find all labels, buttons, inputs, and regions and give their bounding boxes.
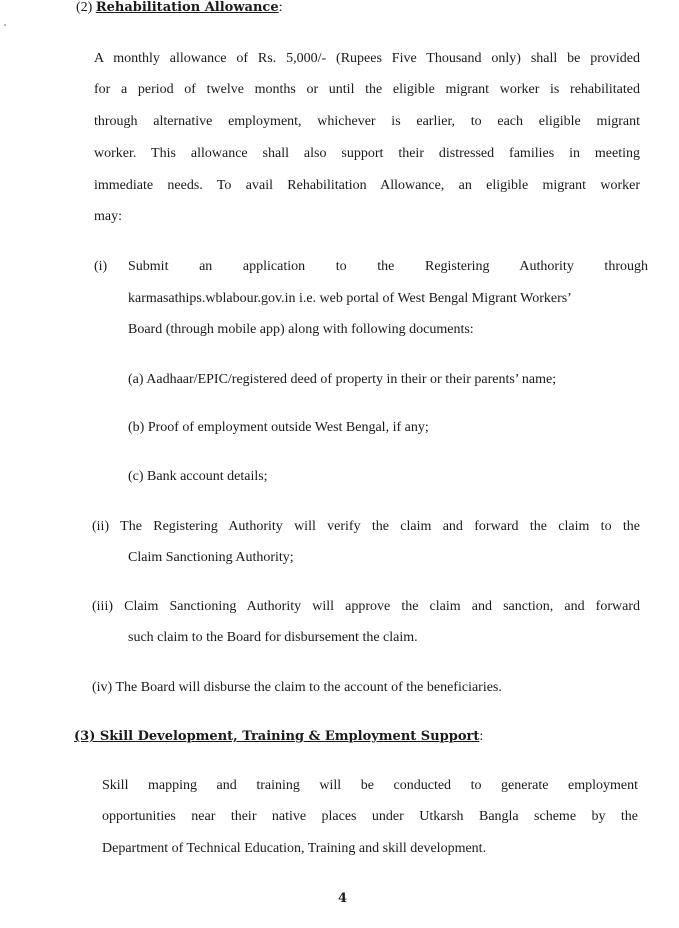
paragraph-line: opportunities near their native places under Utkarsh Bangla scheme by the [102,809,638,824]
item-iii-line: such claim to the Board for disbursement the claim. [128,630,418,645]
item-iii-line: (iii) Claim Sanctioning Authority will approve the claim and sanction, and forward [92,599,640,614]
paragraph-line: Skill mapping and training will be conducted to generate employment [102,778,638,793]
paragraph-line: A monthly allowance of Rs. 5,000/- (Rupees Five Thousand only) shall be provided [94,51,640,66]
document-item-b: (b) Proof of employment outside West Bengal, if any; [128,420,429,435]
paragraph-line: Department of Technical Education, Training and skill development. [102,841,487,856]
paragraph-line: through alternative employment, whichever is earlier, to each eligible migrant [94,114,640,129]
section-2-colon: : [278,0,283,15]
section-2-heading [76,0,282,16]
section-3-title: (3) Skill Development, Training & Employment Support [74,729,480,744]
paragraph-line: for a period of twelve months or until the eligible migrant worker is rehabilitated [94,82,640,97]
item-ii-line: (ii) The Registering Authority will verify the claim and forward the claim to the [92,519,640,534]
paragraph-line: worker. This allowance shall also support their distressed families in meeting [94,146,640,161]
item-iv-line: (iv) The Board will disburse the claim to the account of the beneficiaries. [92,680,502,695]
paragraph-line: may: [94,209,122,224]
section-2-title: Rehabilitation Allowance [95,0,279,15]
section-3-colon: : [479,729,484,744]
document-item-c: (c) Bank account details; [128,469,268,484]
document-item-a: (a) Aadhaar/EPIC/registered deed of property in their or their parents’ name; [128,372,557,387]
item-i-line: Submit an application to the Registering Authority through [128,259,648,274]
item-i-number: (i) [94,259,108,274]
paragraph-line: immediate needs. To avail Rehabilitation Allowance, an eligible migrant worker [94,178,640,193]
section-3-heading [74,729,483,745]
item-i-line: karmasathips.wblabour.gov.in i.e. web portal of West Bengal Migrant Workers’ [128,291,572,306]
item-ii-line: Claim Sanctioning Authority; [128,550,294,565]
section-2-number: (2) [76,0,93,15]
page-number: 4 [338,891,348,906]
scan-speck [4,24,6,26]
item-i-line: Board (through mobile app) along with following documents: [128,322,474,337]
